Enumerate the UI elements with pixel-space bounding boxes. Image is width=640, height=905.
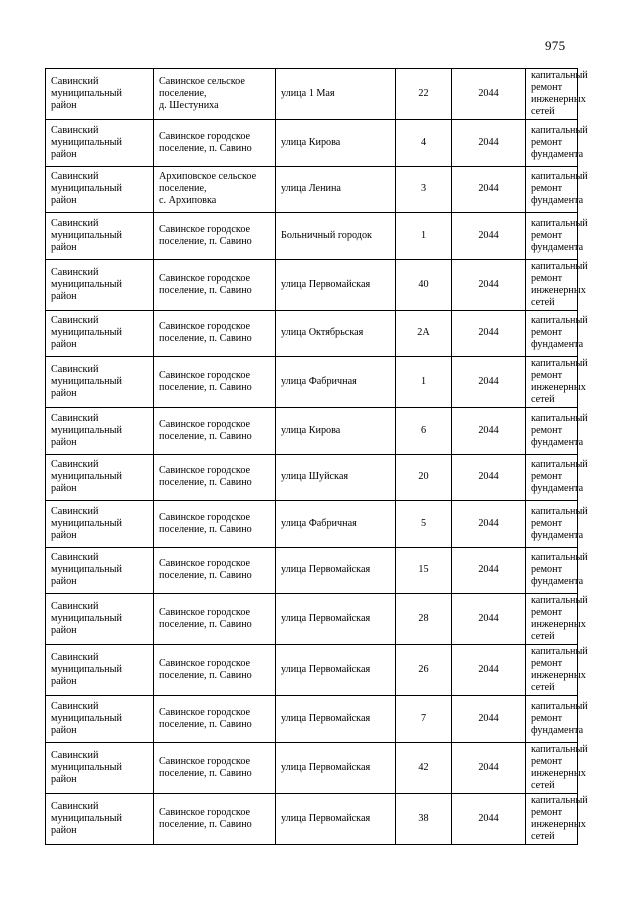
district-cell: Савинский муниципальный район — [46, 645, 154, 696]
year-cell: 2044 — [452, 166, 526, 213]
house-number-cell: 4 — [396, 120, 452, 167]
house-number-cell: 42 — [396, 742, 452, 793]
house-number-cell: 5 — [396, 501, 452, 548]
table-row — [46, 259, 578, 310]
settlement-cell: Савинское городское поселение, п. Савино — [154, 454, 276, 501]
street-cell: улица Первомайская — [276, 645, 396, 696]
year-cell: 2044 — [452, 213, 526, 260]
settlement-cell: Савинское городское поселение, п. Савино — [154, 357, 276, 408]
year-cell: 2044 — [452, 454, 526, 501]
house-number-cell: 38 — [396, 793, 452, 844]
house-number-cell: 6 — [396, 408, 452, 455]
year-cell: 2044 — [452, 645, 526, 696]
district-cell: Савинский муниципальный район — [46, 259, 154, 310]
district-cell: Савинский муниципальный район — [46, 310, 154, 357]
street-cell: улица Ленина — [276, 166, 396, 213]
district-cell: Савинский муниципальный район — [46, 793, 154, 844]
street-cell: улица Кирова — [276, 408, 396, 455]
table-row — [46, 594, 578, 645]
settlement-cell: Савинское городское поселение, п. Савино — [154, 213, 276, 260]
house-number-cell: 2А — [396, 310, 452, 357]
house-number-cell: 15 — [396, 547, 452, 594]
house-number-cell: 1 — [396, 213, 452, 260]
year-cell: 2044 — [452, 594, 526, 645]
year-cell: 2044 — [452, 547, 526, 594]
year-cell: 2044 — [452, 742, 526, 793]
street-cell: улица Первомайская — [276, 259, 396, 310]
house-number-cell: 3 — [396, 166, 452, 213]
table-row — [46, 357, 578, 408]
year-cell: 2044 — [452, 259, 526, 310]
district-cell: Савинский муниципальный район — [46, 696, 154, 743]
table-row — [46, 742, 578, 793]
work-type-cell: капитальный ремонт инженерных сетей — [526, 793, 578, 844]
settlement-cell: Савинское сельское поселение, д. Шестуниха — [154, 69, 276, 120]
page-number: 975 — [545, 38, 566, 53]
settlement-cell: Савинское городское поселение, п. Савино — [154, 742, 276, 793]
settlement-cell: Савинское городское поселение, п. Савино — [154, 793, 276, 844]
settlement-cell: Савинское городское поселение, п. Савино — [154, 120, 276, 167]
house-number-cell: 7 — [396, 696, 452, 743]
work-type-cell: капитальный ремонт фундамента — [526, 408, 578, 455]
settlement-cell: Архиповское сельское поселение, с. Архиповка — [154, 166, 276, 213]
table-row — [46, 120, 578, 167]
table-row — [46, 793, 578, 844]
registry-table-body — [46, 69, 588, 845]
street-cell: улица Фабричная — [276, 357, 396, 408]
street-cell: улица Октябрьская — [276, 310, 396, 357]
work-type-cell: капитальный ремонт фундамента — [526, 213, 578, 260]
house-number-cell: 22 — [396, 69, 452, 120]
house-number-cell: 28 — [396, 594, 452, 645]
work-type-cell: капитальный ремонт фундамента — [526, 547, 578, 594]
street-cell: улица Кирова — [276, 120, 396, 167]
settlement-cell: Савинское городское поселение, п. Савино — [154, 547, 276, 594]
table-row — [46, 69, 578, 120]
house-number-cell: 1 — [396, 357, 452, 408]
work-type-cell: капитальный ремонт фундамента — [526, 454, 578, 501]
district-cell: Савинский муниципальный район — [46, 501, 154, 548]
street-cell: улица Первомайская — [276, 594, 396, 645]
year-cell: 2044 — [452, 501, 526, 548]
street-cell: улица 1 Мая — [276, 69, 396, 120]
year-cell: 2044 — [452, 357, 526, 408]
street-cell: улица Первомайская — [276, 696, 396, 743]
settlement-cell: Савинское городское поселение, п. Савино — [154, 310, 276, 357]
table-row — [46, 454, 578, 501]
work-type-cell: капитальный ремонт фундамента — [526, 501, 578, 548]
district-cell: Савинский муниципальный район — [46, 594, 154, 645]
year-cell: 2044 — [452, 310, 526, 357]
street-cell: улица Первомайская — [276, 793, 396, 844]
street-cell: улица Первомайская — [276, 742, 396, 793]
table-row — [46, 213, 578, 260]
district-cell: Савинский муниципальный район — [46, 454, 154, 501]
year-cell: 2044 — [452, 696, 526, 743]
district-cell: Савинский муниципальный район — [46, 408, 154, 455]
settlement-cell: Савинское городское поселение, п. Савино — [154, 501, 276, 548]
work-type-cell: капитальный ремонт инженерных сетей — [526, 357, 578, 408]
year-cell: 2044 — [452, 408, 526, 455]
district-cell: Савинский муниципальный район — [46, 213, 154, 260]
table-row — [46, 408, 578, 455]
house-number-cell: 40 — [396, 259, 452, 310]
year-cell: 2044 — [452, 793, 526, 844]
district-cell: Савинский муниципальный район — [46, 120, 154, 167]
settlement-cell: Савинское городское поселение, п. Савино — [154, 645, 276, 696]
work-type-cell: капитальный ремонт фундамента — [526, 166, 578, 213]
settlement-cell: Савинское городское поселение, п. Савино — [154, 259, 276, 310]
district-cell: Савинский муниципальный район — [46, 69, 154, 120]
work-type-cell: капитальный ремонт фундамента — [526, 696, 578, 743]
district-cell: Савинский муниципальный район — [46, 166, 154, 213]
street-cell: Больничный городок — [276, 213, 396, 260]
work-type-cell: капитальный ремонт инженерных сетей — [526, 259, 578, 310]
district-cell: Савинский муниципальный район — [46, 742, 154, 793]
settlement-cell: Савинское городское поселение, п. Савино — [154, 594, 276, 645]
table-row — [46, 547, 578, 594]
street-cell: улица Шуйская — [276, 454, 396, 501]
work-type-cell: капитальный ремонт инженерных сетей — [526, 69, 578, 120]
street-cell: улица Фабричная — [276, 501, 396, 548]
settlement-cell: Савинское городское поселение, п. Савино — [154, 696, 276, 743]
street-cell: улица Первомайская — [276, 547, 396, 594]
work-type-cell: капитальный ремонт инженерных сетей — [526, 645, 578, 696]
table-row — [46, 696, 578, 743]
year-cell: 2044 — [452, 69, 526, 120]
work-type-cell: капитальный ремонт фундамента — [526, 120, 578, 167]
house-number-cell: 20 — [396, 454, 452, 501]
settlement-cell: Савинское городское поселение, п. Савино — [154, 408, 276, 455]
registry-table — [45, 68, 588, 845]
work-type-cell: капитальный ремонт инженерных сетей — [526, 742, 578, 793]
house-number-cell: 26 — [396, 645, 452, 696]
table-row — [46, 501, 578, 548]
table-row — [46, 166, 578, 213]
year-cell: 2044 — [452, 120, 526, 167]
work-type-cell: капитальный ремонт фундамента — [526, 310, 578, 357]
district-cell: Савинский муниципальный район — [46, 547, 154, 594]
work-type-cell: капитальный ремонт инженерных сетей — [526, 594, 578, 645]
table-row — [46, 310, 578, 357]
table-row — [46, 645, 578, 696]
district-cell: Савинский муниципальный район — [46, 357, 154, 408]
